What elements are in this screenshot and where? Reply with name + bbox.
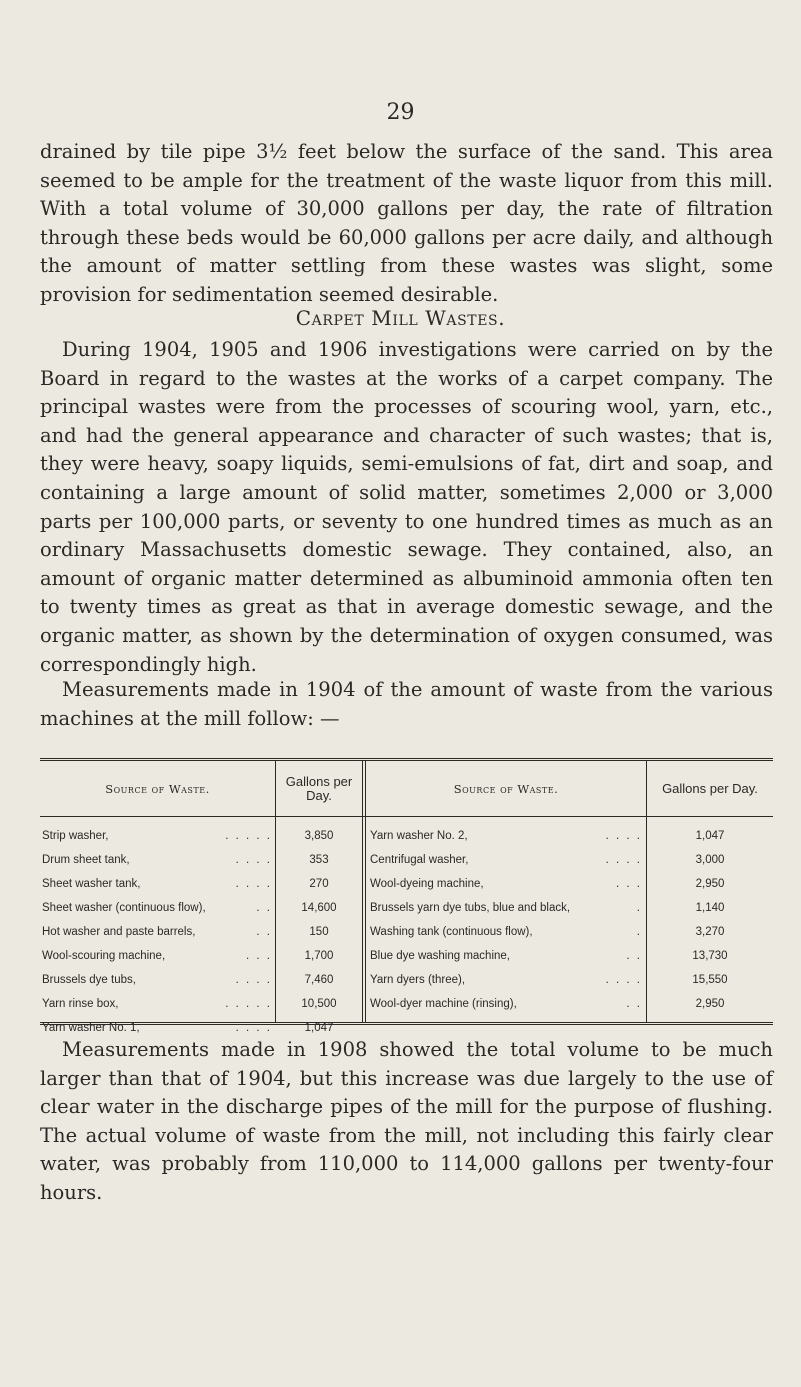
table-row xyxy=(40,944,773,967)
header-gallons-right: Gallons per Day. xyxy=(662,780,758,796)
source-label: Sheet washer (continuous flow), xyxy=(42,901,206,914)
row-source xyxy=(370,992,642,1015)
leader-dots: . . . . xyxy=(235,853,272,866)
source-label: Drum sheet tank, xyxy=(42,853,130,866)
source-label: Blue dye washing machine, xyxy=(370,949,510,962)
row-gallons: 1,700 xyxy=(304,949,334,962)
leader-dots: . . . . . xyxy=(225,997,272,1010)
leader-dots: . . . . xyxy=(235,1021,272,1034)
table-row xyxy=(40,992,773,1015)
row-gallons: 1,047 xyxy=(695,829,725,842)
row-gallons: 3,850 xyxy=(304,829,334,842)
row-source xyxy=(370,848,642,871)
table-row xyxy=(40,968,773,991)
row-source xyxy=(370,872,642,895)
table-row xyxy=(40,848,773,871)
leader-dots: . xyxy=(636,901,642,914)
leader-dots: . . . . . xyxy=(225,829,272,842)
row-gallons: 1,140 xyxy=(695,901,725,914)
paragraph-intro: drained by tile pipe 3½ feet below the surface of the sand. This area seemed to be ample for the treatment of the waste liquor from this mill. With a total volume of 30,000 gallons per day, the rate of filtration through these beds would be 60,000 gallons per acre daily, and although the amount of matter settling from these wastes was slight, some provision for sedimentation seemed desirable. xyxy=(40,140,773,306)
row-gallons: 1,047 xyxy=(304,1021,334,1034)
leader-dots: . xyxy=(636,925,642,938)
leader-dots: . . xyxy=(256,901,272,914)
table-row xyxy=(40,896,773,919)
leader-dots: . . xyxy=(256,925,272,938)
leader-dots: . . xyxy=(626,949,642,962)
header-source-right: Source of Waste. xyxy=(453,781,559,796)
leader-dots: . . . . xyxy=(605,853,642,866)
row-gallons: 150 xyxy=(309,925,329,938)
table-row xyxy=(40,920,773,943)
row-source xyxy=(370,944,642,967)
row-source xyxy=(370,920,642,943)
paragraph-investigations: During 1904, 1905 and 1906 investigations were carried on by the Board in regard to the wastes at the works of a carpet company. The principal wastes were from the processes of scouring wool, yarn, etc., and had the general appearance and character of such wastes; that is, they were heavy, soapy liquids, semi-emulsions of fat, dirt and soap, and containing a large amount of solid matter, sometimes 2,000 or 3,000 parts per 100,000 parts, or seventy to one hundred times as much as an ordinary Massachusetts domestic sewage. They contained, also, an amount of organic matter determined as albuminoid ammonia often ten to twenty times as great as that in average domestic sewage, and the organic matter, as shown by the determination of oxygen consumed, was correspondingly high. xyxy=(40,338,773,676)
source-label: Yarn dyers (three), xyxy=(370,973,466,986)
row-source xyxy=(370,968,642,991)
table-row xyxy=(40,872,773,895)
header-source-left: Source of Waste. xyxy=(105,781,210,796)
header-gallons-left: Gallons per Day. xyxy=(285,773,353,803)
row-source xyxy=(370,824,642,847)
leader-dots: . . . . xyxy=(235,877,272,890)
source-label: Yarn washer No. 2, xyxy=(370,829,468,842)
section-heading: Carpet Mill Wastes. xyxy=(295,306,506,330)
source-label: Washing tank (continuous flow), xyxy=(370,925,533,938)
row-gallons: 14,600 xyxy=(301,901,337,914)
source-label: Brussels yarn dye tubs, blue and black, xyxy=(370,901,571,914)
row-gallons: 15,550 xyxy=(692,973,728,986)
row-gallons: 353 xyxy=(309,853,329,866)
row-gallons: 3,000 xyxy=(695,853,725,866)
row-gallons: 7,460 xyxy=(304,973,334,986)
source-label: Sheet washer tank, xyxy=(42,877,141,890)
row-gallons: 2,950 xyxy=(695,877,725,890)
paragraph-1908: Measurements made in 1908 showed the total volume to be much larger than that of 1904, but this increase was due largely to the use of clear water in the discharge pipes of the mill for the purpose of flushing. The actual volume of waste from the mill, not including this fairly clear water, was probably from 110,000 to 114,000 gallons per twenty-four hours. xyxy=(40,1038,773,1204)
row-gallons: 2,950 xyxy=(695,997,725,1010)
source-label: Hot washer and paste barrels, xyxy=(42,925,196,938)
source-label: Strip washer, xyxy=(42,829,109,842)
source-label: Wool-scouring machine, xyxy=(42,949,166,962)
source-label: Yarn rinse box, xyxy=(42,997,119,1010)
source-label: Yarn washer No. 1, xyxy=(42,1021,140,1034)
leader-dots: . . . . xyxy=(235,973,272,986)
leader-dots: . . xyxy=(626,997,642,1010)
page-number: 29 xyxy=(386,100,415,125)
source-label: Brussels dye tubs, xyxy=(42,973,136,986)
row-gallons: 3,270 xyxy=(695,925,725,938)
paragraph-measurements-intro: Measurements made in 1904 of the amount of waste from the various machines at the mill follow: — xyxy=(40,678,773,730)
leader-dots: . . . xyxy=(246,949,272,962)
leader-dots: . . . xyxy=(616,877,642,890)
leader-dots: . . . . xyxy=(605,829,642,842)
row-gallons: 13,730 xyxy=(692,949,728,962)
waste-table xyxy=(40,758,773,1034)
row-gallons: 270 xyxy=(309,877,329,890)
source-label: Wool-dyer machine (rinsing), xyxy=(370,997,517,1010)
source-label: Wool-dyeing machine, xyxy=(370,877,484,890)
table-row xyxy=(40,824,773,847)
row-gallons: 10,500 xyxy=(301,997,337,1010)
leader-dots: . . . . xyxy=(605,973,642,986)
source-label: Centrifugal washer, xyxy=(370,853,469,866)
row-source xyxy=(370,896,642,919)
